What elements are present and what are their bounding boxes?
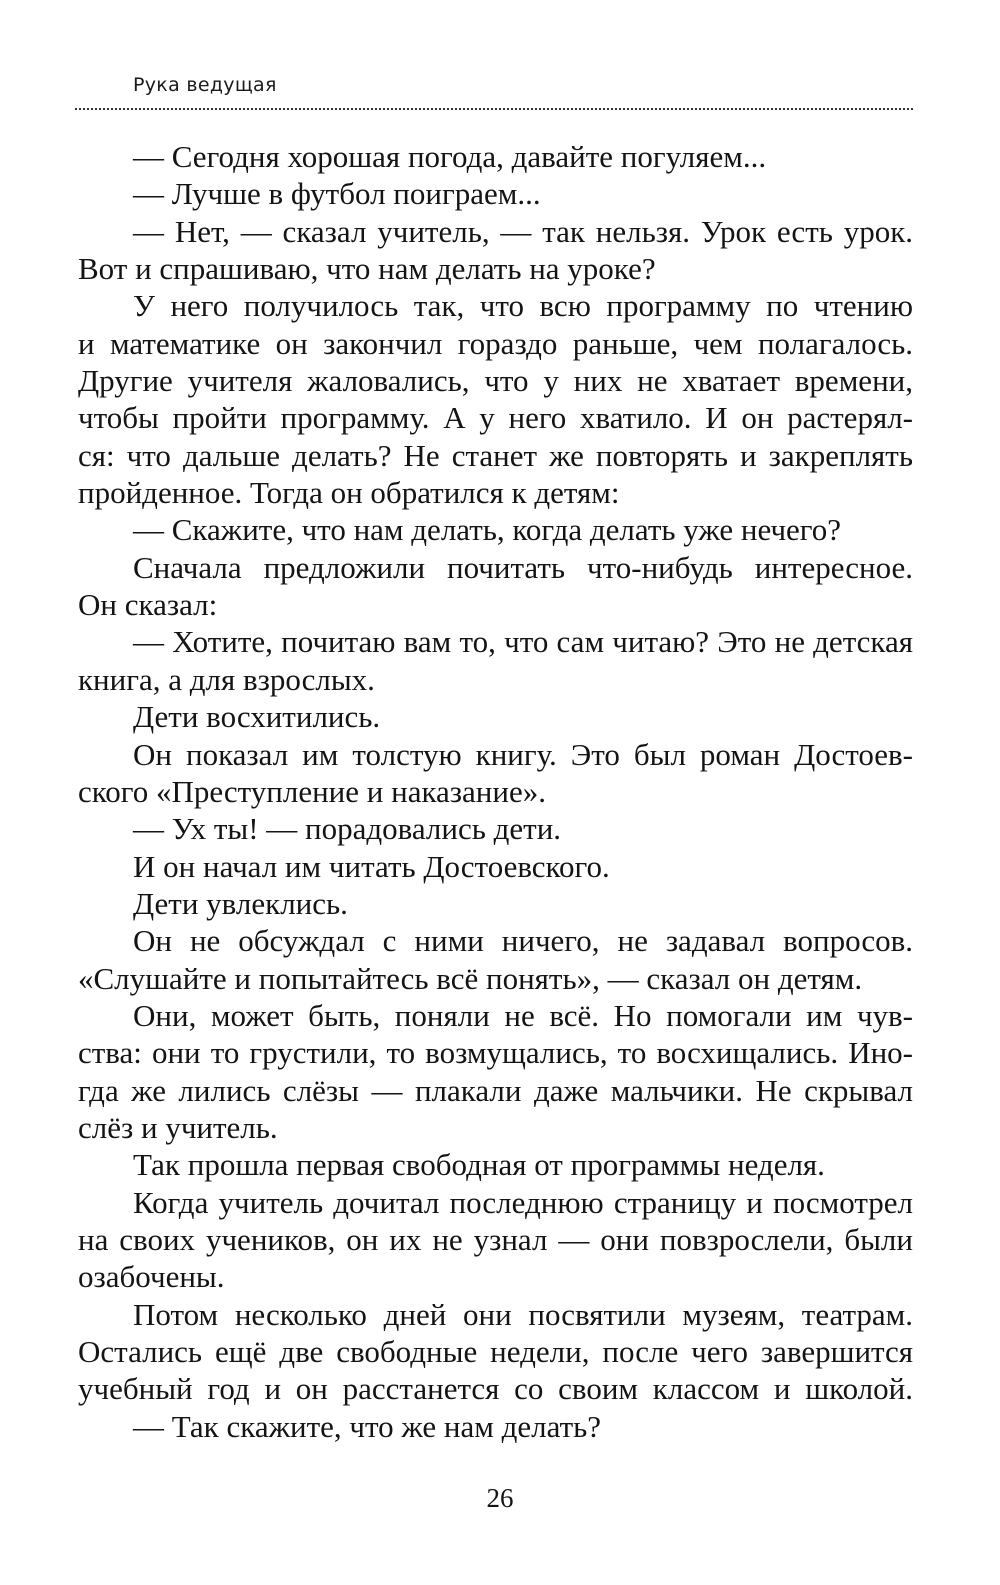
text-line: Остались ещё две свободные недели, после чего завершится: [78, 1334, 913, 1369]
text-line: Дети восхитились.: [133, 699, 381, 735]
text-line: Когда учитель дочитал последнюю страницу и посмотрел: [133, 1184, 913, 1220]
text-line: У него получилось так, что всю программу по чтению: [133, 288, 913, 324]
text-line: озабочены.: [78, 1259, 225, 1295]
running-title: Рука ведущая: [133, 74, 277, 96]
text-line: — Лучше в футбол поиграем...: [133, 176, 541, 212]
text-line: — Хотите, почитаю вам то, что сам читаю? Это не детская: [133, 624, 913, 660]
text-line: Он показал им толстую книгу. Это был роман Достоев-: [133, 736, 913, 772]
text-line: ся: что дальше делать? Не станет же повторять и закреплять: [78, 437, 913, 473]
text-line: на своих учеников, он их не узнал — они повзрослели, были: [78, 1221, 913, 1257]
page-number: 26: [486, 1483, 514, 1513]
text-line: Он сказал:: [78, 587, 218, 623]
text-line: Он не обсуждал с ними ничего, не задавал вопросов.: [133, 923, 913, 959]
text-line: учебный год и он расстанется со своим классом и школой.: [78, 1371, 913, 1407]
text-line: — Скажите, что нам делать, когда делать уже нечего?: [133, 512, 842, 548]
text-line: чтобы пройти программу. А у него хватило. И он растерял-: [78, 400, 913, 436]
text-line: пройденное. Тогда он обратился к детям:: [78, 475, 620, 511]
text-line: Они, может быть, поняли не всё. Но помогали им чув-: [133, 997, 913, 1033]
text-line: — Ух ты! — порадовались дети.: [133, 811, 562, 847]
text-line: Потом несколько дней они посвятили музеям, театрам.: [133, 1296, 913, 1332]
text-line: книга, а для взрослых.: [78, 661, 375, 697]
dotted-header-rule: [75, 108, 913, 110]
text-line: — Нет, — сказал учитель, — так нельзя. Урок есть урок.: [133, 213, 913, 249]
text-line: Вот и спрашиваю, что нам делать на уроке?: [78, 251, 656, 287]
text-line: — Сегодня хорошая погода, давайте погуляем...: [133, 139, 767, 174]
text-line: и математике он закончил гораздо раньше, чем полагалось.: [78, 325, 913, 361]
body-text: [78, 138, 913, 1445]
text-line: гда же лились слёзы — плакали даже мальчики. Не скрывал: [78, 1072, 913, 1108]
text-line: — Так скажите, что же нам делать?: [133, 1408, 602, 1444]
text-line: ского «Преступление и наказание».: [78, 773, 546, 809]
text-line: ства: они то грустили, то возмущались, то восхищались. Ино-: [78, 1035, 913, 1071]
text-line: «Слушайте и попытайтесь всё понять», — сказал он детям.: [78, 960, 863, 996]
text-line: Так прошла первая свободная от программы неделя.: [133, 1147, 825, 1183]
text-line: Сначала предложили почитать что-нибудь интересное.: [133, 549, 913, 585]
text-line: слёз и учитель.: [78, 1109, 278, 1145]
text-line: И он начал им читать Достоевского.: [133, 848, 610, 884]
text-line: Другие учителя жаловались, что у них не хватает времени,: [78, 363, 913, 399]
text-line: Дети увлеклись.: [133, 885, 348, 921]
